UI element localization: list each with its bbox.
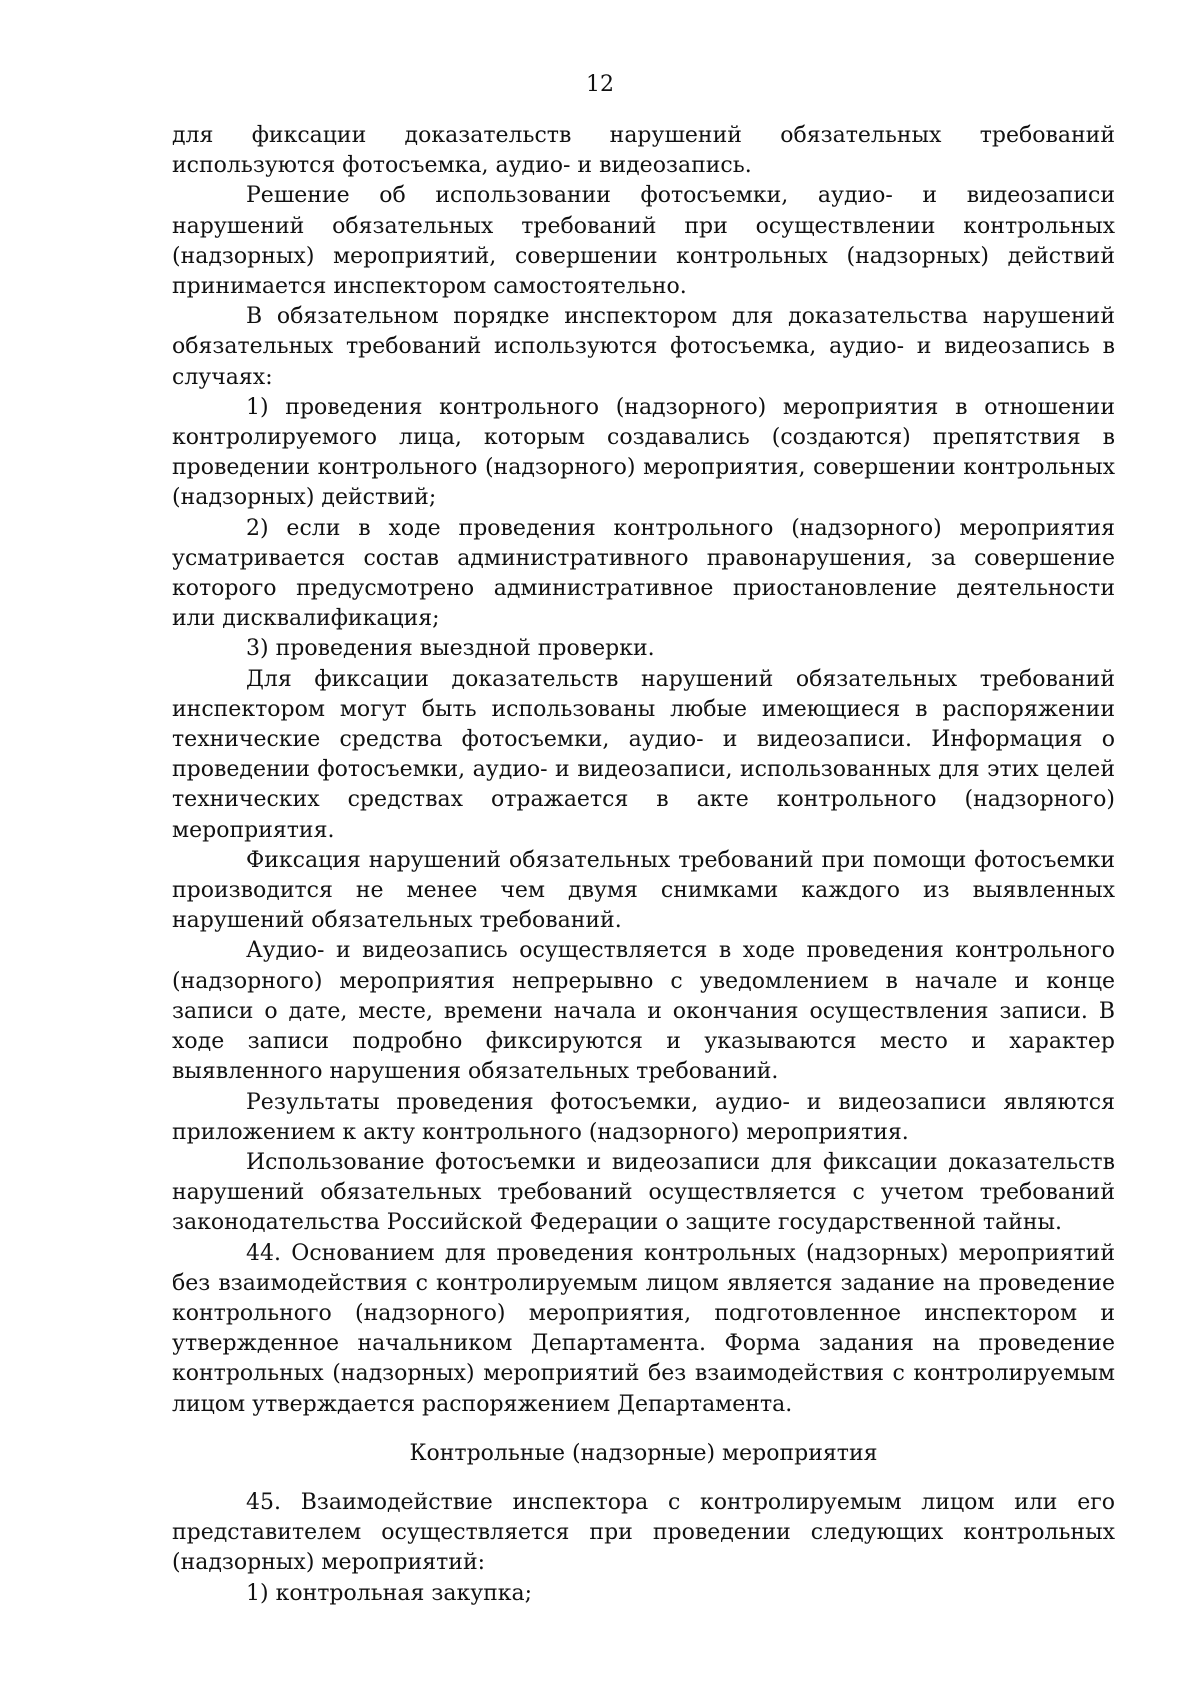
list-item-2-administrative-offense: 2) если в ходе проведения контрольного (надзорного) мероприятия усматривается состав административного правонарушения, за совершение которого предусмотрено административное приостановление деятельности или дисквалификация; bbox=[172, 515, 1115, 632]
list-item-control-purchase: 1) контрольная закупка; bbox=[246, 1580, 533, 1606]
paragraph-decision-on-recording: Решение об использовании фотосъемки, аудио- и видеозаписи нарушений обязательных требований при осуществлении контрольных (надзорных) мероприятий, совершении контрольных (надзорных) действий принимается инспектором самостоятельно. bbox=[172, 183, 1115, 300]
section-heading: Контрольные (надзорные) мероприятия bbox=[409, 1440, 878, 1466]
paragraph-technical-means: Для фиксации доказательств нарушений обязательных требований инспектором могут быть использованы любые имеющиеся в распоряжении технические средства фотосъемки, аудио- и видеозаписи. Информация о проведении фотосъемки, аудио- и видеозаписи, использованных для этих целей технических средствах отражается в акте контрольного (надзорного) мероприятия. bbox=[172, 666, 1115, 843]
list-item-3-onsite-inspection: 3) проведения выездной проверки. bbox=[246, 636, 655, 662]
paragraph-state-secret: Использование фотосъемки и видеозаписи для фиксации доказательств нарушений обязательных требований осуществляется с учетом требований законодательства Российской Федерации о защите государственной тайны. bbox=[172, 1149, 1115, 1236]
paragraph-item-45: 45. Взаимодействие инспектора с контролируемым лицом или его представителем осуществляется при проведении следующих контрольных (надзорных) мероприятий: bbox=[172, 1489, 1115, 1576]
paragraph-mandatory-recording: В обязательном порядке инспектором для доказательства нарушений обязательных требований используются фотосъемка, аудио- и видеозапись в случаях: bbox=[172, 304, 1115, 390]
list-item-1-obstruction: 1) проведения контрольного (надзорного) мероприятия в отношении контролируемого лица, которым создавались (создаются) препятствия в проведении контрольного (надзорного) мероприятия, совершении контрольных (надзорных) действий; bbox=[172, 394, 1115, 511]
paragraph-photo-fixation: Фиксация нарушений обязательных требований при помощи фотосъемки производится не менее чем двумя снимками каждого из выявленных нарушений обязательных требований. bbox=[172, 847, 1115, 934]
paragraph-results-annex: Результаты проведения фотосъемки, аудио- и видеозаписи являются приложением к акту контрольного (надзорного) мероприятия. bbox=[172, 1089, 1115, 1145]
paragraph-continuation: для фиксации доказательств нарушений обязательных требований используются фотосъемка, аудио- и видеозапись. bbox=[172, 123, 1115, 179]
paragraph-item-44: 44. Основанием для проведения контрольных (надзорных) мероприятий без взаимодействия с контролируемым лицом является задание на проведение контрольного (надзорного) мероприятия, подготовленное инспектором и утвержденное начальником Департамента. Форма задания на проведение контрольных (надзорных) мероприятий без взаимодействия с контролируемым лицом утверждается распоряжением Департамента. bbox=[172, 1240, 1115, 1417]
paragraph-audio-video-recording: Аудио- и видеозапись осуществляется в ходе проведения контрольного (надзорного) мероприятия непрерывно с уведомлением в начале и конце записи о дате, месте, времени начала и окончания осуществления записи. В ходе записи подробно фиксируются и указываются место и характер выявленного нарушения обязательных требований. bbox=[172, 938, 1115, 1085]
page-number: 12 bbox=[586, 72, 614, 97]
document-body bbox=[172, 121, 1115, 1609]
